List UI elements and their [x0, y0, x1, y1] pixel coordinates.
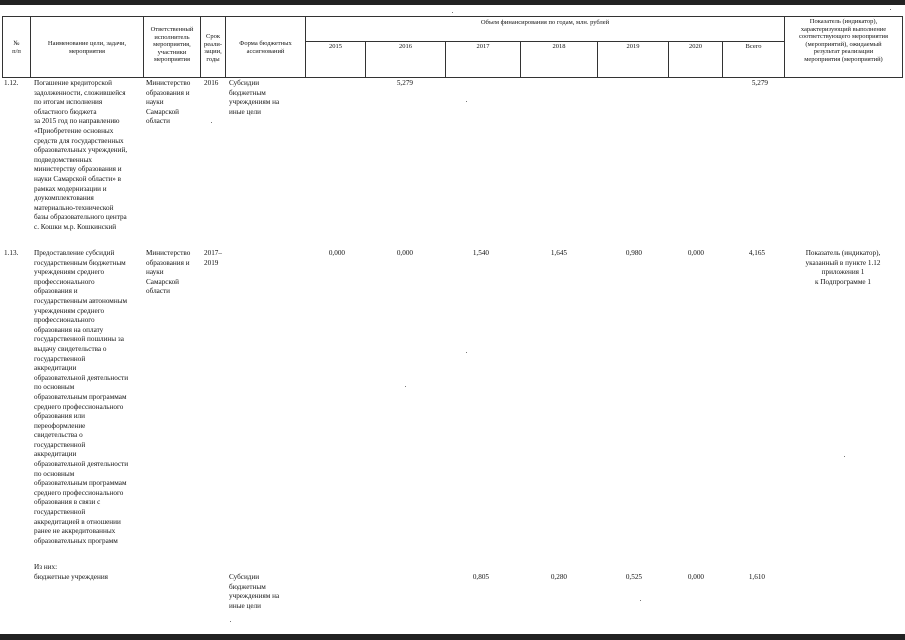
row-indicator: Показатель (индикатор), указанный в пункте 1.12 приложения 1 к Подпрограмме 1 [805, 249, 881, 286]
header-responsible: Ответственный исполнитель мероприятия, участники мероприятия [150, 26, 194, 63]
row-term: 2017– 2019 [204, 249, 222, 267]
value-total: 5,279 [751, 79, 768, 87]
value-2020: 0,000 [687, 249, 704, 257]
scan-speck [640, 600, 641, 601]
row-number: 1.13. [4, 249, 19, 257]
value-2020: 0,000 [687, 573, 704, 581]
scan-speck [452, 12, 453, 13]
row-form: Субсидии бюджетным учреждениям на иные цели [229, 573, 280, 610]
header-name: Наименование цели, задачи, мероприятия [47, 40, 127, 55]
scan-speck [890, 9, 891, 10]
header-num: № п/п [12, 40, 21, 55]
value-2015: 0,000 [328, 249, 345, 257]
row-number: 1.12. [4, 79, 19, 87]
value-2017: 0,805 [472, 573, 489, 581]
scan-speck [405, 386, 406, 387]
value-2019: 0,525 [625, 573, 642, 581]
header-divider [305, 41, 784, 42]
value-2017: 1,540 [472, 249, 489, 257]
header-total: Всего [745, 43, 762, 50]
header-year-2019: 2019 [626, 43, 640, 50]
row-form: Субсидии бюджетным учреждениям на иные цели [229, 79, 280, 116]
row-term: 2016 [204, 79, 219, 87]
row-name: Погашение кредиторской задолженности, сложившейся по итогам исполнения областного бюджета за 2015 год по направлению «Приобретение основных средств для государственных образовательных учреждений, подведомственных министерству образования и науки Самарской области» в рамках модернизации и доукомплектования материально-технической базы образовательного центра с. Кошки м.р. Кошкинский [34, 79, 128, 231]
header-year-2017: 2017 [476, 43, 490, 50]
header-term: Срок реали- зации, годы [203, 33, 223, 63]
value-2019: 0,980 [625, 249, 642, 257]
scan-speck [466, 352, 467, 353]
header-year-2015: 2015 [329, 43, 342, 50]
header-indicator: Показатель (индикатор), характеризующий выполнение соответствующего мероприятия (мероприятий), ожидаемый результат реализации мероприятия (мероприятий) [799, 18, 888, 63]
header-year-2018: 2018 [552, 43, 566, 50]
value-total: 4,165 [748, 249, 765, 257]
header-year-2020: 2020 [689, 43, 702, 50]
scan-speck [230, 621, 231, 622]
value-total: 1,610 [748, 573, 765, 581]
top-scan-border [0, 0, 905, 5]
bottom-scan-border [0, 634, 905, 640]
header-year-2016: 2016 [399, 43, 412, 50]
value-2016: 5,279 [396, 79, 413, 87]
scan-speck [466, 101, 467, 102]
row-name: Из них: бюджетные учреждения [34, 563, 108, 581]
value-2016: 0,000 [396, 249, 413, 257]
value-2018: 0,280 [550, 573, 567, 581]
row-name: Предоставление субсидий государственным бюджетным учреждениям среднего профессионального образования и государственным автономным учреждениям среднего профессионального образования на оплату государственной пошлины за выдачу свидетельства о государственной аккредитации образовательной деятельности по основным образовательным программам среднего профессионального образования или переоформление свидетельства о государственной аккредитации образовательной деятельности по основным образовательным программам среднего профессионального образования в связи с государственной аккредитацией в отношении ранее не аккредитованных образовательных программ [34, 249, 129, 545]
header-funding: Объем финансирования по годам, млн. рублей [480, 19, 610, 26]
scan-speck [844, 456, 845, 457]
row-responsible: Министерство образования и науки Самарской области [146, 249, 191, 296]
scan-speck [211, 122, 212, 123]
value-2018: 1,645 [550, 249, 567, 257]
header-form: Форма бюджетных ассигнований [239, 40, 292, 55]
row-responsible: Министерство образования и науки Самарской области [146, 79, 191, 126]
